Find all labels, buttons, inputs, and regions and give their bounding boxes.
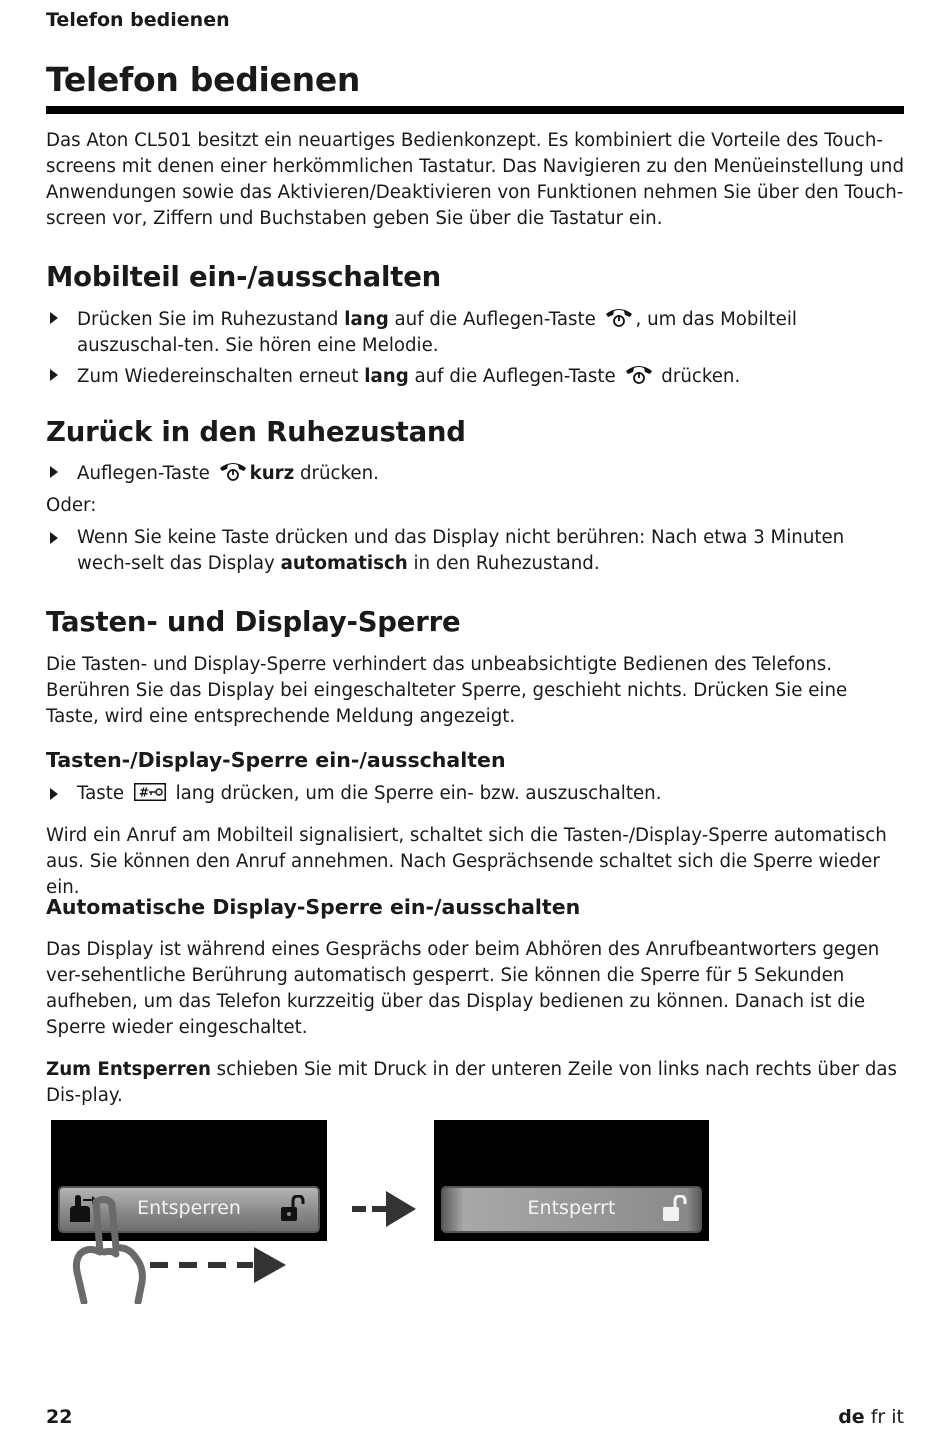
heading-mobilteil: Mobilteil ein-/ausschalten (46, 261, 442, 293)
bullet-triangle-icon (50, 788, 58, 800)
end-call-icon (604, 305, 634, 329)
title-rule (46, 106, 904, 114)
bullet-triangle-icon (50, 532, 58, 544)
sperre-intro: Die Tasten- und Display-Sperre verhindert das unbeabsichtigte Bedienen des Telefons. Berühren Sie das Display bei eingeschalteter Sperre, geschieht nichts. Drücken Sie eine Taste, wird eine entsprechende Meldung angezeigt. (46, 654, 848, 727)
intro-paragraph: Das Aton CL501 besitzt ein neuartiges Bedienkonzept. Es kombiniert die Vorteile des Touch-screens mit denen einer herkömmlichen Tastatur. Das Navigieren zu den Menüeinstellung und Anwendungen sowie das Aktivieren/Deaktivieren von Funktionen nehmen Sie über den Touch-screen vor, Ziffern und Buchstaben geben Sie über die Tastatur ein. (46, 130, 904, 229)
page-title: Telefon bedienen (46, 60, 361, 99)
bullet-triangle-icon (50, 466, 58, 478)
end-call-icon (218, 459, 248, 483)
swipe-direction-arrow-icon (150, 1246, 288, 1284)
running-head: Telefon bedienen (46, 9, 230, 31)
unlock-paragraph: Zum Entsperren schieben Sie mit Druck in der unteren Zeile von links nach rechts über das Dis-play. (46, 1059, 898, 1106)
finger-gesture-icon (66, 1196, 148, 1304)
sperre-auto-off-paragraph: Wird ein Anruf am Mobilteil signalisiert, schaltet sich die Tasten-/Display-Sperre automatisch aus. Sie können den Anruf annehmen. Nach Gesprächsende schaltet sich die Sperre wieder ein. (46, 825, 887, 898)
auto-sperre-paragraph: Das Display ist während eines Gesprächs oder beim Abhören des Anrufbeantworters gegen ver-sehentliche Berührung automatisch gesperrt. Sie können die Sperre für 5 Sekunden aufheben, um das Telefon kurzzeitig über das Display bedienen zu können. Danach ist die Sperre wieder eingeschaltet. (46, 939, 880, 1038)
list-item: Drücken Sie im Ruhezustand lang auf die Auflegen-Taste , um das Mobilteil auszuschal-ten. Sie hören eine Melodie. (46, 305, 904, 359)
hash-key-icon (134, 783, 166, 801)
unlocked-screen (434, 1120, 709, 1241)
page-number: 22 (46, 1406, 73, 1428)
bullet-triangle-icon (50, 369, 58, 381)
list-item: Taste # lang drücken, um die Sperre ein- bzw. auszuschalten. (46, 781, 904, 807)
subheading-sperre-toggle: Tasten-/Display-Sperre ein-/ausschalten (46, 748, 506, 772)
heading-ruhezustand: Zurück in den Ruhezustand (46, 416, 466, 448)
language-indicator: de fr it (838, 1406, 904, 1428)
end-call-icon (624, 362, 654, 386)
unlocked-slider (441, 1186, 702, 1233)
list-item: Auflegen-Taste kurz drücken. (46, 459, 904, 487)
subheading-auto-sperre: Automatische Display-Sperre ein-/ausschalten (46, 895, 581, 919)
lock-open-icon (662, 1195, 688, 1223)
oder-text: Oder: (46, 495, 97, 516)
svg-text:#: # (138, 785, 149, 800)
list-item: Wenn Sie keine Taste drücken und das Display nicht berühren: Nach etwa 3 Minuten wech-selt das Display automatisch in den Ruhezustand. (46, 525, 904, 577)
transition-arrow-icon (352, 1190, 418, 1228)
unlock-slider-label: Entsperren (137, 1197, 241, 1219)
unlocked-slider-label: Entsperrt (527, 1197, 616, 1219)
bullet-triangle-icon (50, 312, 58, 324)
lock-open-icon (280, 1195, 306, 1223)
list-item: Zum Wiedereinschalten erneut lang auf die Auflegen-Taste drücken. (46, 362, 904, 390)
heading-sperre: Tasten- und Display-Sperre (46, 606, 461, 638)
